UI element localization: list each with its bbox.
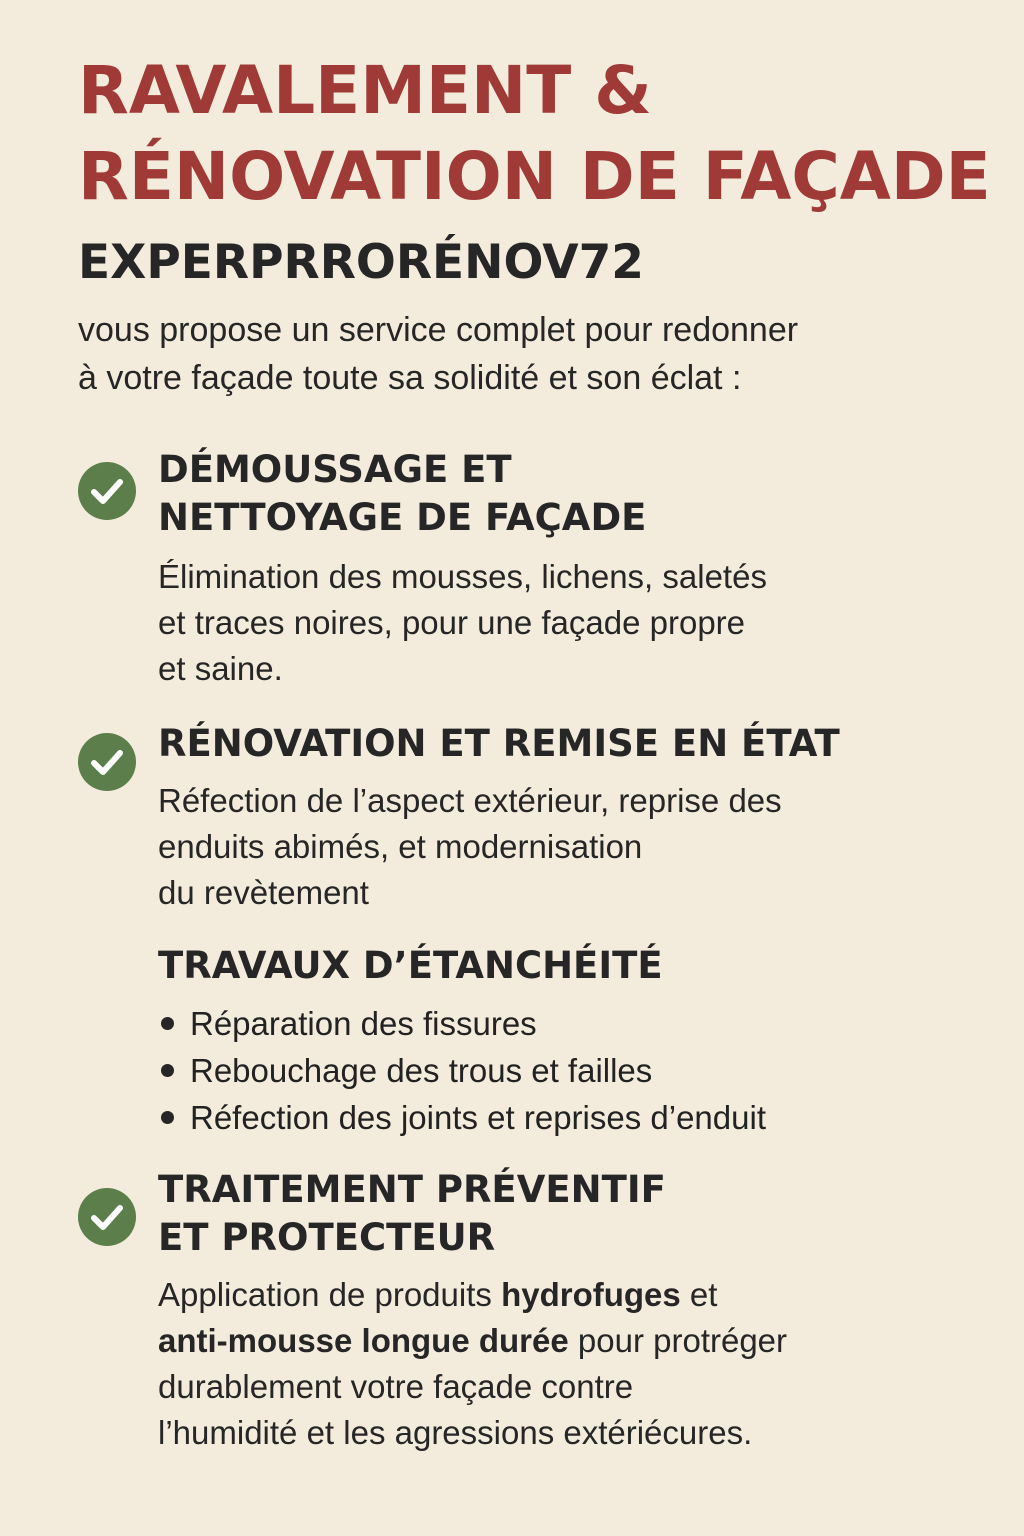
section-heading-renovation: RÉNOVATION ET REMISE EN ÉTAT xyxy=(158,722,840,765)
section-body-traitement xyxy=(158,1272,787,1456)
section-body-line: et saine. xyxy=(158,650,283,687)
bullet-dot-icon xyxy=(161,1064,174,1077)
page-title-line-1: RAVALEMENT & xyxy=(78,52,652,129)
page-title-line-2: RÉNOVATION DE FAÇADE xyxy=(78,138,991,215)
body-text: et xyxy=(680,1276,718,1313)
section-body-line: Réfection de l’aspect extérieur, reprise des xyxy=(158,782,782,819)
section-body-line: et traces noires, pour une façade propre xyxy=(158,604,746,641)
section-body-line: enduits abimés, et modernisation xyxy=(158,828,643,865)
list-item-text: Rebouchage des trous et failles xyxy=(190,1052,653,1089)
section-body-line xyxy=(158,1318,787,1364)
section-body-renovation xyxy=(158,778,782,916)
intro-text xyxy=(78,306,988,402)
list-item-text: Réparation des fissures xyxy=(190,1005,537,1042)
intro-line-2: à votre façade toute sa solidité et son éclat : xyxy=(78,359,742,397)
section-heading-traitement xyxy=(158,1166,666,1262)
section-heading-line: NETTOYAGE DE FAÇADE xyxy=(158,496,647,539)
list-item xyxy=(158,1094,766,1141)
company-name: EXPERPRRORÉNOV72 xyxy=(78,235,644,290)
bullet-dot-icon xyxy=(161,1017,174,1030)
check-circle-icon xyxy=(78,1188,136,1246)
intro-line-1: vous propose un service complet pour redonner xyxy=(78,311,799,349)
list-item-text: Réfection des joints et reprises d’enduit xyxy=(190,1099,766,1136)
section-heading-line: ET PROTECTEUR xyxy=(158,1216,496,1259)
body-text-bold: hydrofuges xyxy=(501,1276,681,1313)
check-circle-icon xyxy=(78,733,136,791)
section-body-line: Élimination des mousses, lichens, saletés xyxy=(158,558,767,595)
section-heading-demoussage xyxy=(158,446,646,542)
bullet-dot-icon xyxy=(161,1111,174,1124)
body-text: Application de produits xyxy=(158,1276,502,1313)
section-body-demoussage xyxy=(158,554,767,692)
list-item xyxy=(158,1000,766,1047)
etancheite-bullet-list xyxy=(158,1000,766,1141)
section-heading-line: TRAITEMENT PRÉVENTIF xyxy=(158,1168,666,1211)
body-text-bold: anti-mousse longue durée xyxy=(158,1322,569,1359)
body-text: pour protréger xyxy=(568,1322,788,1359)
section-body-line: durablement votre façade contre xyxy=(158,1368,634,1405)
section-heading-line: DÉMOUSSAGE ET xyxy=(158,448,512,491)
section-heading-etancheite: TRAVAUX D’ÉTANCHÉITÉ xyxy=(158,944,663,987)
check-circle-icon xyxy=(78,462,136,520)
page-title xyxy=(78,48,991,220)
section-body-line: du revètement xyxy=(158,874,369,911)
list-item xyxy=(158,1047,766,1094)
section-body-line xyxy=(158,1272,787,1318)
section-body-line: l’humidité et les agressions extériécures. xyxy=(158,1414,753,1451)
